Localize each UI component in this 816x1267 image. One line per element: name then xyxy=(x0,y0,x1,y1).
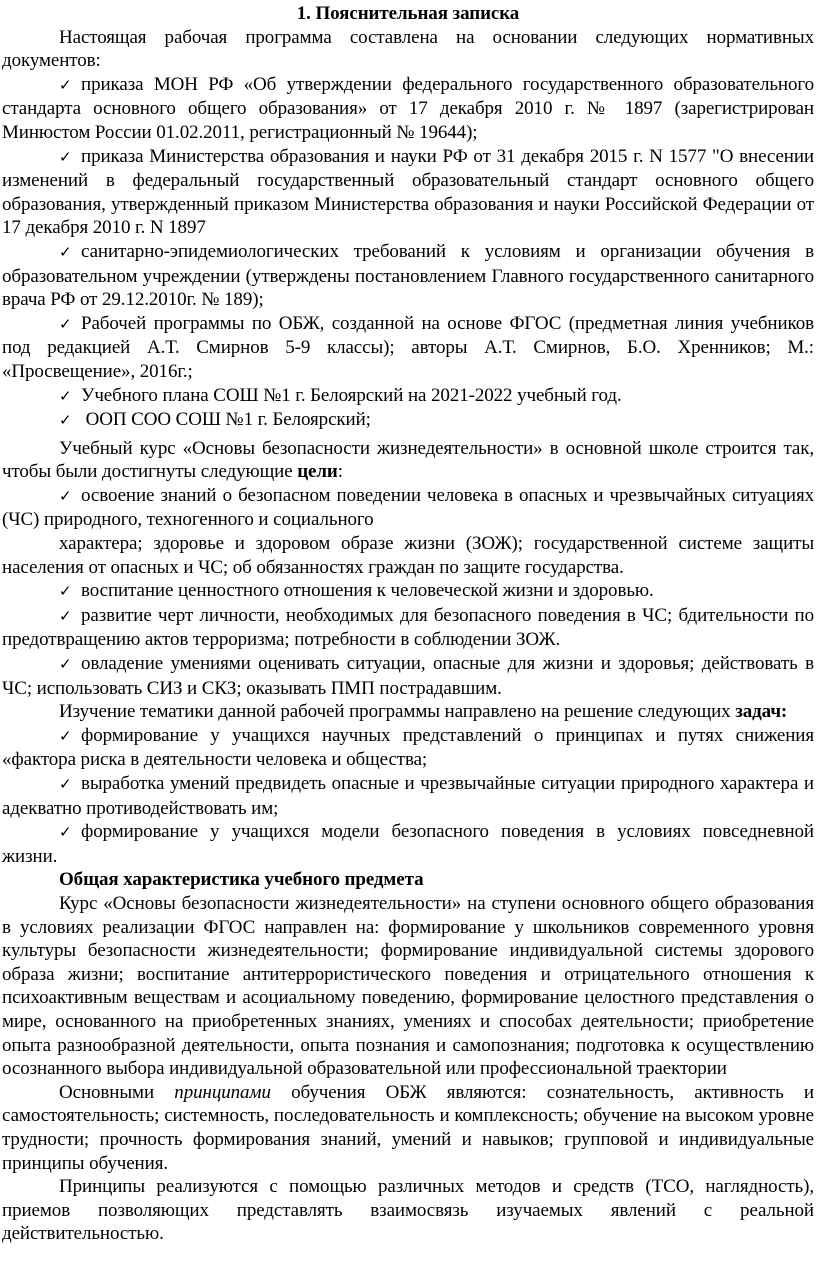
goal-item xyxy=(2,652,814,700)
goals-keyword: цели xyxy=(297,461,338,483)
check-icon: ✓ xyxy=(59,411,72,430)
principles-paragraph: Основными принципами обучения ОБЖ являются: сознательность, активность и самостоятельность; системность, последовательность и комплексность; обучение на высоком уровне трудности; прочность формирования знаний, умений и навыков; групповой и индивидуальные принципы обучения. xyxy=(2,1081,814,1174)
document-item-text: приказа Министерства образования и науки РФ от 31 декабря 2015 г. N 1577 "О внесении изменений в федеральный государственный образовательный стандарт основного общего образования, утвержденный приказом Министерства образования и науки Российской Федерации от 17 декабря 2010 г. N 1897 xyxy=(2,145,814,239)
document-item-text: Учебного плана СОШ №1 г. Белоярский на 2021-2022 учебный год. xyxy=(81,384,622,406)
goal-item xyxy=(2,579,814,604)
goal-item-text: освоение знаний о безопасном поведении человека в опасных и чрезвычайных ситуациях (ЧС) природного, техногенного и социального xyxy=(2,484,814,531)
goal-item-text: овладение умениями оценивать ситуации, опасные для жизни и здоровья; действовать в ЧС; использовать СИЗ и СКЗ; оказывать ПМП пострадавшим. xyxy=(2,653,814,699)
task-item-text: формирование у учащихся научных представлений о принципах и путях снижения «фактора риска в деятельности человека и общества; xyxy=(2,724,814,771)
document-item-text: приказа МОН РФ «Об утверждении федерального государственного образовательного стандарта основного общего образования» от 17 декабря 2010 г. № 1897 (зарегистрирован Минюстом России 01.02.2011, регистрационный № 19644); xyxy=(2,73,814,143)
check-icon: ✓ xyxy=(59,655,72,674)
check-icon: ✓ xyxy=(59,726,72,745)
intro-paragraph: Настоящая рабочая программа составлена на основании следующих нормативных документов: xyxy=(2,26,814,72)
check-icon: ✓ xyxy=(59,386,72,405)
check-icon: ✓ xyxy=(59,314,72,333)
goal-item-text: развитие черт личности, необходимых для безопасного поведения в ЧС; бдительности по предотвращению актов терроризма; потребности в соблюдении ЗОЖ. xyxy=(2,604,814,651)
document-item xyxy=(2,73,814,145)
principles-keyword: принципами xyxy=(174,1081,271,1103)
check-icon: ✓ xyxy=(59,147,72,166)
check-icon: ✓ xyxy=(59,486,72,505)
page-title: 1. Пояснительная записка xyxy=(296,3,520,24)
task-item-text: формирование у учащихся модели безопасного поведения в условиях повседневной жизни. xyxy=(2,821,814,867)
course-paragraph: Курс «Основы безопасности жизнедеятельности» на ступени основного общего образования в условиях реализации ФГОС направлен на: формирование у школьников современного уровня культуры безопасности жизнедеятельности; формирование индивидуальной системы здорового образа жизни; воспитание антитеррористического поведения и отрицательного отношения к психоактивным веществам и асоциальному поведению, формирование целостного представления о мире, основанного на приобретенных знаниях, умениях и способах деятельности; приобретение опыта разнообразной деятельности, опыта познания и самопознания; подготовка к осуществлению осознанного выбора индивидуальной образовательной или профессиональной траектории xyxy=(2,892,814,1080)
task-item xyxy=(2,724,814,772)
document-item xyxy=(2,145,814,240)
goal-item xyxy=(2,604,814,652)
tasks-keyword: задач: xyxy=(735,701,788,723)
goal-item xyxy=(2,484,814,532)
goal-item-text: воспитание ценностного отношения к человеческой жизни и здоровью. xyxy=(81,580,654,602)
check-icon: ✓ xyxy=(59,75,72,94)
methods-paragraph: Принципы реализуются с помощью различных методов и средств (ТСО, наглядность), приемов позволяющих представлять взаимосвязь изучаемых явлений с реальной действительностью. xyxy=(2,1176,814,1245)
document-item xyxy=(2,384,814,409)
check-icon: ✓ xyxy=(59,606,72,625)
task-item xyxy=(2,772,814,820)
task-item xyxy=(2,820,814,868)
tasks-intro-paragraph: Изучение тематики данной рабочей программы направлено на решение следующих задач: xyxy=(59,701,788,723)
check-icon: ✓ xyxy=(59,242,72,261)
document-item xyxy=(2,408,814,433)
document-item-text: Рабочей программы по ОБЖ, созданной на основе ФГОС (предметная линия учебников под редакцией А.Т. Смирнов 5-9 классы); авторы А.Т. Смирнов, Б.О. Хренников; М.: «Просвещение», 2016г.; xyxy=(2,312,814,382)
document-item-text: ООП СОО СОШ №1 г. Белоярский; xyxy=(81,409,371,431)
goals-intro-paragraph: Учебный курс «Основы безопасности жизнедеятельности» в основной школе строится так, чтобы были достигнуты следующие цели: xyxy=(2,437,814,483)
check-icon: ✓ xyxy=(59,582,72,601)
document-item xyxy=(2,312,814,384)
document-item-text: санитарно-эпидемиологических требований к условиям и организации обучения в образовательном учреждении (утверждены постановлением Главного государственного санитарного врача РФ от 29.12.2010г. № 189); xyxy=(2,240,814,311)
document-item xyxy=(2,240,814,312)
goal-continuation: характера; здоровье и здоровом образе жизни (ЗОЖ); государственной системе защиты населения от опасных и ЧС; об обязанностях граждан по защите государства. xyxy=(2,533,814,578)
task-item-text: выработка умений предвидеть опасные и чрезвычайные ситуации природного характера и адекватно противодействовать им; xyxy=(2,773,814,819)
check-icon: ✓ xyxy=(59,775,72,793)
section-heading: Общая характеристика учебного предмета xyxy=(59,869,424,891)
check-icon: ✓ xyxy=(59,823,72,842)
